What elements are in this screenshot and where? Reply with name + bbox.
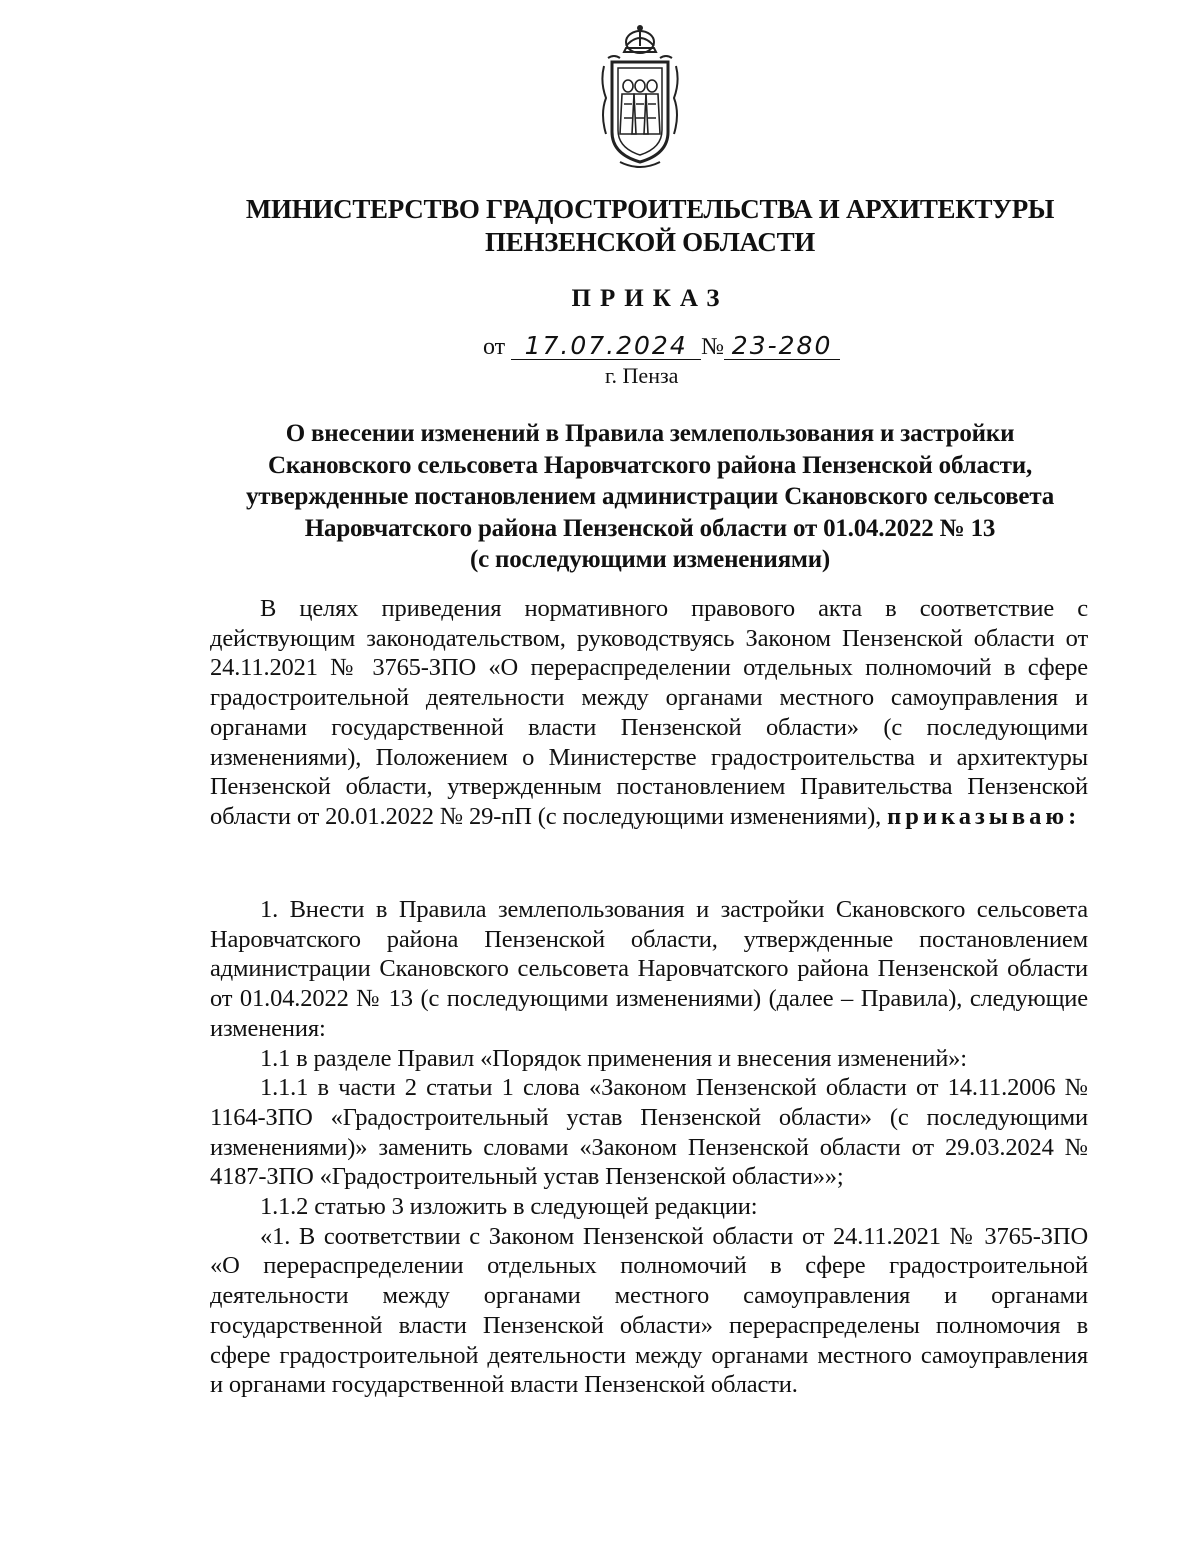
document-type: ПРИКАЗ [571, 285, 729, 312]
subject-line: Наровчатского района Пензенской области от 01.04.2022 № 13 [304, 514, 996, 542]
date-prefix: от [483, 334, 506, 360]
item-paragraph: «1. В соответствии с Законом Пензенской области от 24.11.2021 № 3765-ЗПО «О перераспределении отдельных полномочий в сфере градостроительной деятельности между органами местного самоуправления и органами государственной власти Пензенской области» перераспределены полномочия в сфере градостроительной деятельности между органами местного самоуправления и органами государственной власти Пензенской области. [210, 1222, 1088, 1399]
preamble-paragraph [210, 594, 1088, 832]
item-paragraph: 1.1.2 статью 3 изложить в следующей редакции: [260, 1193, 758, 1221]
item-paragraph: 1.1.1 в части 2 статьи 1 слова «Законом Пензенской области от 14.11.2006 № 1164-ЗПО «Градостроительный устав Пензенской области» (с последующими изменениями)» заменить словами «Законом Пензенской области от 29.03.2024 № 4187-ЗПО «Градостроительный устав Пензенской области»»; [210, 1074, 1088, 1191]
preamble [210, 594, 1088, 832]
number-prefix: № [701, 334, 725, 360]
order-word: приказываю: [887, 802, 1081, 830]
order-subject [150, 418, 1150, 576]
subject-line: Скановского сельсовета Наровчатского района Пензенской области, [267, 451, 1033, 479]
ministry-name-line2: ПЕНЗЕНСКОЙ ОБЛАСТИ [485, 227, 815, 257]
ministry-name [150, 193, 1150, 259]
order-number: 23-280 [724, 333, 840, 360]
order-date-number [483, 332, 840, 362]
ministry-name-line1: МИНИСТЕРСТВО ГРАДОСТРОИТЕЛЬСТВА И АРХИТЕКТУРЫ [245, 194, 1055, 224]
subject-line: О внесении изменений в Правила землепользования и застройки [285, 420, 1015, 447]
order-items [210, 895, 1088, 1400]
coat-of-arms-icon [590, 22, 690, 172]
preamble-text: В целях приведения нормативного правового акта в соответствие с действующим законодательством, руководствуясь Законом Пензенской области от 24.11.2021 № 3765-ЗПО «О перераспределении отдельных полномочий в сфере градостроительной деятельности между органами местного самоуправления и органами государственной власти Пензенской области» (с последующими изменениями), Положением о Министерстве градостроительства и архитектуры Пензенской области, утвержденным постановлением Правительства Пензенской области от 20.01.2022 № 29-пП (с последующими изменениями), [210, 595, 1088, 830]
item-paragraph: 1.1 в разделе Правил «Порядок применения и внесения изменений»: [260, 1044, 967, 1072]
order-date: 17.07.2024 [511, 333, 701, 360]
city: г. Пенза [605, 363, 679, 388]
subject-line: (с последующими изменениями) [469, 546, 831, 573]
item-paragraph: 1. Внести в Правила землепользования и застройки Скановского сельсовета Наровчатского района Пензенской области, утвержденные постановлением администрации Скановского сельсовета Наровчатского района Пензенской области от 01.04.2022 № 13 (с последующими изменениями) (далее – Правила), следующие изменения: [210, 896, 1088, 1042]
subject-line: утвержденные постановлением администрации Скановского сельсовета [245, 483, 1055, 510]
